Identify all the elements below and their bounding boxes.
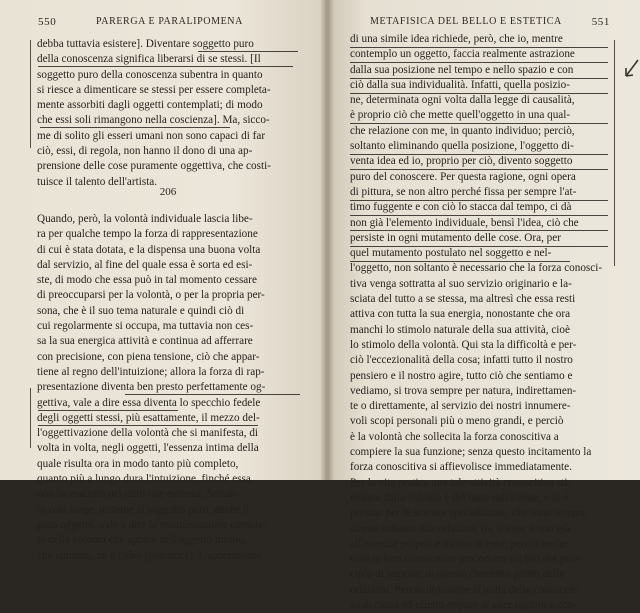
- text-line: degli oggetti stessi, più esattamente, il mezzo del-: [37, 411, 260, 424]
- text-line: presentazione diventa ben presto perfettamente og-: [37, 381, 266, 394]
- pencil-underline: [350, 246, 608, 247]
- pencil-underline: [350, 78, 608, 79]
- book-gutter: [320, 0, 334, 480]
- text-line: tutte le loro conoscenze procedono sul filo del prin-: [350, 553, 582, 566]
- text-line: molata dalla volontà è del tutto sufficiente, e lo è: [350, 491, 569, 504]
- text-line: sciata del tutto a se stessa, ma altresì che essa resti: [350, 293, 576, 306]
- pencil-underline: [38, 410, 178, 411]
- text-line: ciò, essi, di regola, non hanno il dono di una ap-: [37, 145, 253, 158]
- text-line: debba tuttavia esistere]. Diventare soggetto puro: [37, 38, 254, 50]
- left-top-paragraph: [37, 37, 299, 190]
- text-line: dirette soltanto alle relazioni fra le cose e non già: [350, 522, 571, 535]
- right-page-number: 551: [591, 16, 610, 28]
- left-running-title: PARERGA E PARALIPOMENA: [96, 16, 243, 27]
- pencil-underline: [350, 200, 608, 201]
- right-paragraph: [350, 32, 610, 613]
- text-line: vediamo, si trova sempre per natura, indirettamen-: [350, 384, 577, 397]
- text-line: me di solito gli esseri umani non sono capaci di far: [37, 129, 266, 142]
- pencil-arrow-icon: [620, 58, 640, 82]
- text-line: mente assorbiti dagli oggetti contemplati; di modo: [37, 99, 263, 112]
- text-line: tiene al regno dell'intuizione; allora la forza di rap-: [37, 365, 265, 378]
- text-line: non ha esaurito del tutto tale essenza. Soltan-: [37, 488, 239, 501]
- pencil-underline: [350, 230, 608, 231]
- text-line: compiere la sua funzione; senza questo incitamento la: [350, 446, 592, 459]
- text-line: sona, che è il suo tema naturale e quindi ciò di: [37, 304, 245, 317]
- text-line: della conoscenza significa liberarsi di se stessi. [Il: [37, 53, 261, 66]
- text-line: venta idea ed io, proprio per ciò, divento soggetto: [350, 155, 573, 168]
- text-line: persiste in ogni mutamento delle cose. Ora, per: [350, 231, 561, 244]
- text-line: persino per le scienze specializzate, che sono sempre: [350, 507, 587, 520]
- text-line: quale risulta ora in modo tanto più completo,: [37, 457, 239, 470]
- pencil-underline: [40, 127, 230, 128]
- text-line: dal servizio, al fine del quale essa è sorta ed esi-: [37, 258, 253, 271]
- pencil-underline: [350, 215, 608, 216]
- text-line: te o direttamente, al servizio dei nostri innumere-: [350, 400, 571, 413]
- text-line: Quando, però, la volontà individuale lascia libe-: [37, 213, 253, 225]
- text-line: con precisione, con piena tensione, ciò che appar-: [37, 350, 260, 363]
- text-line: di una simile idea richiede, però, che io, mentre: [350, 33, 563, 45]
- left-page-number: 550: [38, 16, 57, 28]
- section-number: 206: [159, 186, 177, 198]
- right-page: [328, 0, 640, 611]
- pencil-underline: [350, 154, 608, 155]
- text-line: ste, di modo che essa può in tal momento cessare: [37, 274, 257, 287]
- text-line: Per la vita pratica una tale attività conoscitiva sti-: [350, 476, 572, 489]
- pencil-underline: [350, 261, 570, 262]
- text-line: timo fuggente e con ciò lo stacca dal tempo, ci dà: [350, 201, 572, 214]
- text-line: l'oggettivazione della volontà che si manifesta, di: [37, 427, 259, 440]
- text-line: tuisce il talento dell'artista.: [37, 175, 158, 188]
- text-line: dalla sua posizione nel tempo e nello spazio e con: [350, 63, 574, 76]
- text-line: voli scopi personali più o meno grandi, e perciò: [350, 415, 564, 428]
- text-line: puro del conoscere. Per questa ragione, ogni opera: [350, 170, 576, 183]
- pencil-margin-bar: [30, 40, 31, 148]
- text-line: lo stimolo della volontà. Qui sta la difficoltà e per-: [350, 338, 577, 351]
- pencil-margin-bar: [30, 388, 31, 448]
- pencil-underline: [125, 394, 300, 395]
- pencil-underline: [350, 123, 608, 124]
- left-bottom-paragraph: [37, 212, 299, 564]
- text-line: ciò dalla sua individualità. Infatti, quella posizio-: [350, 78, 570, 91]
- pencil-margin-bar: [614, 40, 615, 266]
- text-line: forza conoscitiva si affievolisce immediatamente.: [350, 461, 572, 474]
- text-line: quanto più a lungo dura l'intuizione, finché essa: [37, 473, 251, 486]
- pencil-underline: [350, 47, 608, 48]
- text-line: prensione delle cose puramente oggettiva, che costi-: [37, 160, 271, 173]
- text-line: ne, determinata ogni volta dalla legge di causalità,: [350, 94, 575, 107]
- pencil-underline: [38, 425, 258, 426]
- text-line: di pittura, se non altro perché fissa per sempre l'at-: [350, 185, 577, 198]
- text-line: to così sorge, insieme al soggetto puro, anche il: [37, 503, 250, 516]
- text-line: non già l'elemento individuale, bensì l'idea, ciò che: [350, 216, 579, 229]
- text-line: attiva con tutta la sua energia, nonostante che ora: [350, 308, 571, 321]
- text-line: cui regolarmente si occupa, ma tuttavia non ces-: [37, 320, 254, 333]
- text-line: all'essenza propria e intima di esse; perciò anche: [350, 537, 568, 550]
- text-line: quel mutamento postulato nel soggetto e nel-: [350, 247, 552, 260]
- text-line: contemplo un oggetto, faccia realmente astrazione: [350, 48, 575, 61]
- text-line: ciò l'eccezionalità della cosa; infatti tutto il nostro: [350, 354, 573, 367]
- pencil-underline: [198, 51, 298, 52]
- pencil-underline: [350, 62, 608, 63]
- text-line: che essi soli rimangono nella coscienza]. Ma, sicco-: [37, 114, 270, 127]
- text-line: l'oggetto, non soltanto è necessario che la forza conosci-: [350, 262, 603, 275]
- pencil-underline: [38, 66, 293, 67]
- pencil-underline: [350, 169, 608, 170]
- left-page: [0, 0, 328, 562]
- text-line: sa la sua energica attività e continua ad afferrare: [37, 335, 253, 348]
- text-line: gettiva, vale a dire essa diventa lo specchio fedele: [37, 396, 261, 409]
- text-line: che relazione con me, in quanto individuo; perciò,: [350, 124, 575, 137]
- text-line: soggetto puro della conoscenza subentra in quanto: [37, 68, 263, 81]
- text-line: è proprio ciò che mette quell'oggetto in una qual-: [350, 109, 571, 122]
- text-line: za di causa ed effetto oppure di altre ragioni e con-: [350, 598, 578, 611]
- text-line: pensiero e il nostro agire, tutto ciò che sentiamo e: [350, 369, 573, 382]
- text-line: soltanto eliminando quella posizione, l'oggetto di-: [350, 140, 574, 153]
- text-line: ta della volontà che appare nell'oggetto intuito,: [37, 534, 247, 547]
- text-line: è la volontà che sollecita la forza conoscitiva a: [350, 430, 559, 443]
- text-line: relazioni. Perciò dovunque si tratta della conoscen-: [350, 583, 579, 596]
- text-line: cipio di ragione, di questo elemento primo delle: [350, 568, 565, 581]
- text-line: tiva venga sottratta al suo servizio originario e la-: [350, 277, 572, 290]
- text-line: volta in volta, negli oggetti, l'essenza intima della: [37, 442, 259, 455]
- pencil-underline: [350, 93, 608, 94]
- text-line: si riesce a dimenticare se stessi per essere completa-: [37, 83, 271, 96]
- text-line: ra per qualche tempo la forza di rappresentazione: [37, 228, 258, 241]
- text-line: di preoccuparsi per la volontà, o per la propria per-: [37, 289, 265, 302]
- right-running-title: METAFISICA DEL BELLO E ESTETICA: [370, 16, 562, 27]
- text-line: che appunto, ne è l'idea (platonica). L'apprensione: [37, 549, 262, 562]
- text-line: puro oggetto, vale a dire la manifestazione comple-: [37, 518, 267, 531]
- text-line: di cui è stata dotata, e la dispensa una buona volta: [37, 243, 261, 256]
- text-line: manchi lo stimolo naturale della sua attività, cioè: [350, 323, 570, 336]
